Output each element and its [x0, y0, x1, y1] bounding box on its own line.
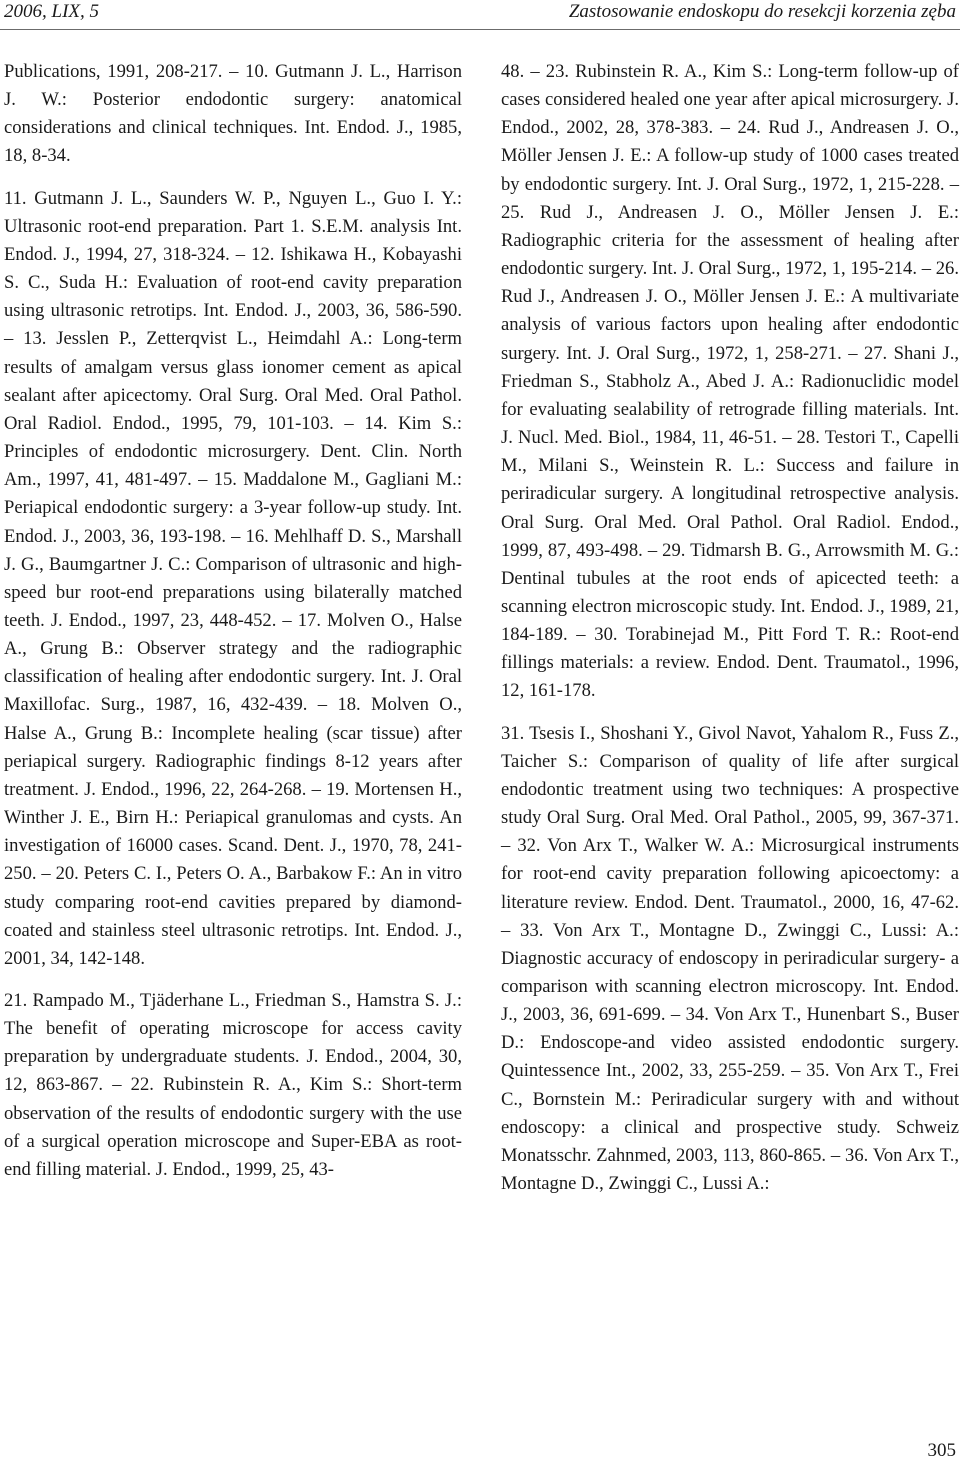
reference-paragraph: 48. – 23. Rubinstein R. A., Kim S.: Long-term follow-up of cases considered healed one year after apical microsurgery. J. Endod., 2002, 28, 378-383. – 24. Rud J., Andreasen J. O., Möller Jensen J. E.: A follow-up study of 1000 cases treated by endodontic surgery. Int. J. Oral Surg., 1972, 1, 215-228. – 25. Rud J., Andreasen J. O., Möller Jensen J. E.: Radiographic criteria for the assessment of healing after endodontic surgery. Int. J. Oral Surg., 1972, 1, 195-214. – 26. Rud J., Andreasen J. O., Möller Jensen J. E.: A multivariate analysis of various factors upon healing after endodontic surgery. Int. J. Oral Surg., 1972, 1, 258-271. – 27. Shani J., Friedman S., Stabholz A., Abed J. A.: Radionuclidic model for evaluating sealability of retrograde filling materials. Int. J. Nucl. Med. Biol., 1984, 11, 46-51. – 28. Testori T., Capelli M., Milani S., Weinstein R. L.: Success and failure in periradicular surgery. A longitudinal retrospective analysis. Oral Surg. Oral Med. Oral Pathol. Oral Radiol. Endod., 1999, 87, 493-498. – 29. Tidmarsh B. G., Arrowsmith M. G.: Dentinal tubules at the root ends of apicected teeth: a scanning electron microscopic study. Int. Endod. J., 1989, 21, 184-189. – 30. Torabinejad M., Pitt Ford T. R.: Root-end fillings materials: a review. Endod. Dent. Traumatol., 1996, 12, 161-178.: [501, 61, 959, 702]
reference-paragraph: 21. Rampado M., Tjäderhane L., Friedman S., Hamstra S. J.: The benefit of operating microscope for access cavity preparation by undergraduate students. J. Endod., 2004, 30, 12, 863-867. – 22. Rubinstein R. A., Kim S.: Short-term observation of the results of endodontic surgery with the use of a surgical operation microscope and Super-EBA as root-end filling material. J. Endod., 1999, 25, 43-: [4, 990, 462, 1180]
reference-paragraph: Publications, 1991, 208-217. – 10. Gutmann J. L., Harrison J. W.: Posterior endodontic surgery: anatomical considerations and clinical techniques. Int. Endod. J., 1985, 18, 8-34.: [4, 61, 462, 167]
running-header-title: Zastosowanie endoskopu do resekcji korzenia zęba: [568, 1, 956, 22]
left-column: [4, 58, 462, 1184]
page-number: 305: [927, 1440, 956, 1461]
header-rule: [0, 29, 960, 30]
running-header-volume: 2006, LIX, 5: [4, 1, 99, 22]
right-column: [501, 58, 959, 1198]
reference-paragraph: 31. Tsesis I., Shoshani Y., Givol Navot, Yahalom R., Fuss Z., Taicher S.: Comparison of quality of life after surgical endodontic treatment using two techniques: A prospective study Oral Surg. Oral Med. Oral Pathol., 2005, 99, 367-371. – 32. Von Arx T., Walker W. A.: Microsurgical instruments for root-end cavity preparation following apicoectomy: a literature review. Endod. Dent. Traumatol., 2000, 16, 47-62. – 33. Von Arx T., Montagne D., Zwinggi C., Lussi: A.: Diagnostic accuracy of endoscopy in periradicular surgery- a comparison with scanning electron microscopy. Int. Endod. J., 2003, 36, 691-699. – 34. Von Arx T., Hunenbart S., Buser D.: Endoscope-and video assisted endodontic surgery. Quintessence Int., 2002, 33, 255-259. – 35. Von Arx T., Frei C., Bornstein M.: Periradicular surgery with and without endoscopy: a clinical and prospective study. Schweiz Monatsschr. Zahnmed, 2003, 113, 860-865. – 36. Von Arx T., Montagne D., Zwinggi C., Lussi A.:: [501, 722, 959, 1195]
reference-paragraph: 11. Gutmann J. L., Saunders W. P., Nguyen L., Guo I. Y.: Ultrasonic root-end preparation. Part 1. S.E.M. analysis Int. Endod. J., 1994, 27, 318-324. – 12. Ishikawa H., Kobayashi S. C., Suda H.: Evaluation of root-end cavity preparation using ultrasonic retrotips. Int. Endod. J., 2003, 36, 586-590. – 13. Jesslen P., Zetterqvist L., Heimdahl A.: Long-term results of amalgam versus glass ionomer cement as apical sealant after apicectomy. Oral Surg. Oral Med. Oral Pathol. Oral Radiol. Endod., 1995, 79, 101-103. – 14. Kim S.: Principles of endodontic microsurgery. Dent. Clin. North Am., 1997, 41, 481-497. – 15. Maddalone M., Gagliani M.: Periapical endodontic surgery: a 3-year follow-up study. Int. Endod. J., 2003, 36, 193-198. – 16. Mehlhaff D. S., Marshall J. G., Baumgartner J. C.: Comparison of ultrasonic and high-speed bur root-end preparations using bilaterally matched teeth. J. Endod., 1997, 23, 448-452. – 17. Molven O., Halse A., Grung B.: Observer strategy and the radiographic classification of healing after endodontic surgery. Int. J. Oral Maxillofac. Surg., 1987, 16, 432-439. – 18. Molven O., Halse A., Grung B.: Incomplete healing (scar tissue) after periapical surgery. Radiographic findings 8-12 years after treatment. J. Endod., 1996, 22, 264-268. – 19. Mortensen H., Winther J. E., Birn H.: Periapical granulomas and cysts. An investigation of 16000 cases. Scand. Dent. J., 1970, 78, 241-250. – 20. Peters C. I., Peters O. A., Barbakow F.: An in vitro study comparing root-end cavities prepared by diamond-coated and stainless steel ultrasonic retrotips. Int. Endod. J., 2001, 34, 142-148.: [4, 187, 462, 969]
